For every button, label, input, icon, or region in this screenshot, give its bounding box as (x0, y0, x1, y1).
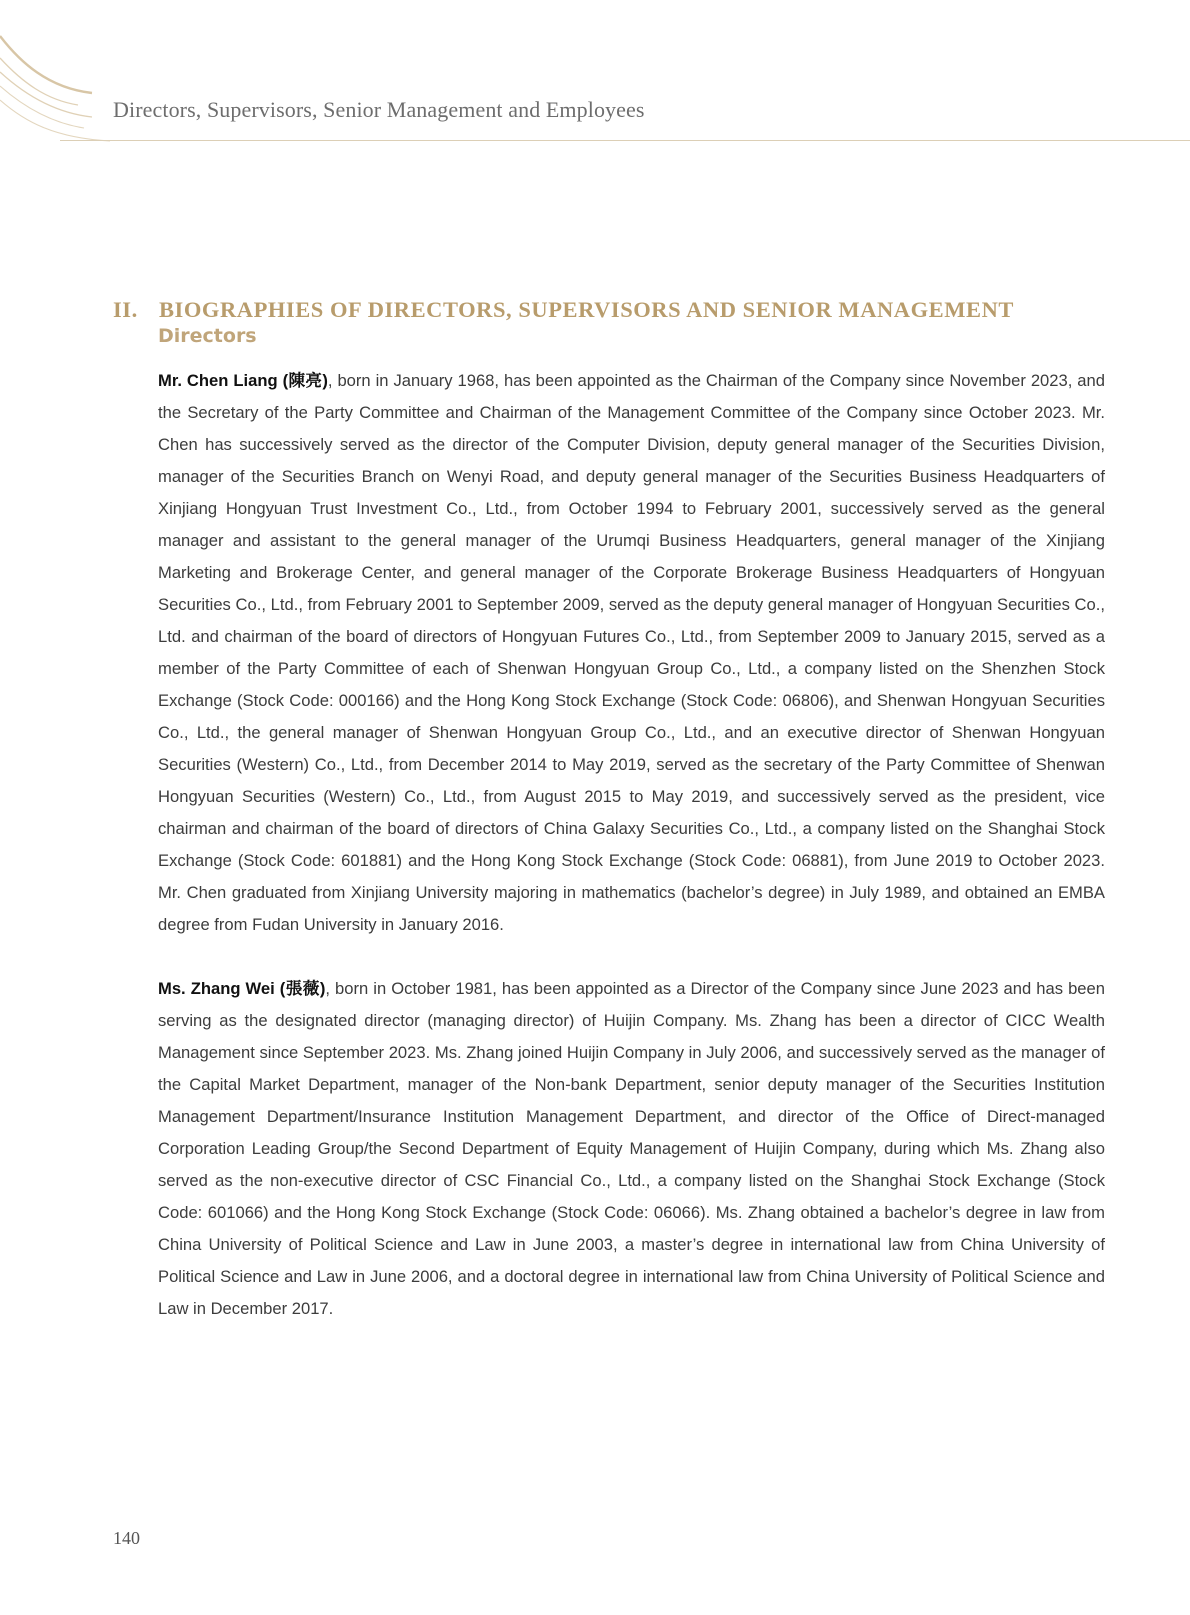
subheading-directors: Directors (158, 325, 257, 347)
biography-paragraph (158, 365, 1105, 941)
section-heading (113, 297, 1108, 323)
running-header-title: Directors, Supervisors, Senior Management and Employees (113, 97, 645, 122)
biographies-body (158, 365, 1105, 1357)
biography-paragraph (158, 973, 1105, 1325)
section-number: II. (113, 296, 138, 322)
decorative-arcs-icon (0, 0, 110, 150)
biography-name: Mr. Chen Liang (陳亮) (158, 371, 328, 390)
header-divider (60, 140, 1190, 141)
page-number: 140 (113, 1528, 140, 1548)
biography-text: , born in October 1981, has been appointed as a Director of the Company since June 2023 and has been serving as the designated director (managing director) of Huijin Company. Ms. Zhang has been a director of CICC Wealth Management since September 2023. Ms. Zhang joined Huijin Company in July 2006, and successively served as the manager of the Capital Market Department, manager of the Non-bank Department, senior deputy manager of the Securities Institution Management Department/Insurance Institution Management Department, and director of the Office of Direct-managed Corporation Leading Group/the Second Department of Equity Management of Huijin Company, during which Ms. Zhang also served as the non-executive director of CSC Financial Co., Ltd., a company listed on the Shanghai Stock Exchange (Stock Code: 601066) and the Hong Kong Stock Exchange (Stock Code: 06066). Ms. Zhang obtained a bachelor’s degree in law from China University of Political Science and Law in June 2003, a master’s degree in international law from China University of Political Science and Law in June 2006, and a doctoral degree in international law from China University of Political Science and Law in December 2017. (158, 979, 1105, 1318)
biography-text: , born in January 1968, has been appointed as the Chairman of the Company since November 2023, and the Secretary of the Party Committee and Chairman of the Management Committee of the Company since October 2023. Mr. Chen has successively served as the director of the Computer Division, deputy general manager of the Securities Division, manager of the Securities Branch on Wenyi Road, and deputy general manager of the Securities Business Headquarters of Xinjiang Hongyuan Trust Investment Co., Ltd., from October 1994 to February 2001, successively served as the general manager and assistant to the general manager of the Urumqi Business Headquarters, general manager of the Xinjiang Marketing and Brokerage Center, and general manager of the Corporate Brokerage Business Headquarters of Hongyuan Securities Co., Ltd., from February 2001 to September 2009, served as the deputy general manager of Hongyuan Securities Co., Ltd. and chairman of the board of directors of Hongyuan Futures Co., Ltd., from September 2009 to January 2015, served as a member of the Party Committee of each of Shenwan Hongyuan Group Co., Ltd., a company listed on the Shenzhen Stock Exchange (Stock Code: 000166) and the Hong Kong Stock Exchange (Stock Code: 06806), and Shenwan Hongyuan Securities Co., Ltd., the general manager of Shenwan Hongyuan Group Co., Ltd., and an executive director of Shenwan Hongyuan Securities (Western) Co., Ltd., from December 2014 to May 2019, served as the secretary of the Party Committee of Shenwan Hongyuan Securities (Western) Co., Ltd., from August 2015 to May 2019, and successively served as the president, vice chairman and chairman of the board of directors of China Galaxy Securities Co., Ltd., a company listed on the Shanghai Stock Exchange (Stock Code: 601881) and the Hong Kong Stock Exchange (Stock Code: 06881), from June 2019 to October 2023. Mr. Chen graduated from Xinjiang University majoring in mathematics (bachelor’s degree) in July 1989, and obtained an EMBA degree from Fudan University in January 2016. (158, 371, 1105, 934)
section-title: BIOGRAPHIES OF DIRECTORS, SUPERVISORS AND SENIOR MANAGEMENT (159, 296, 1014, 322)
biography-name: Ms. Zhang Wei (張薇) (158, 979, 326, 998)
